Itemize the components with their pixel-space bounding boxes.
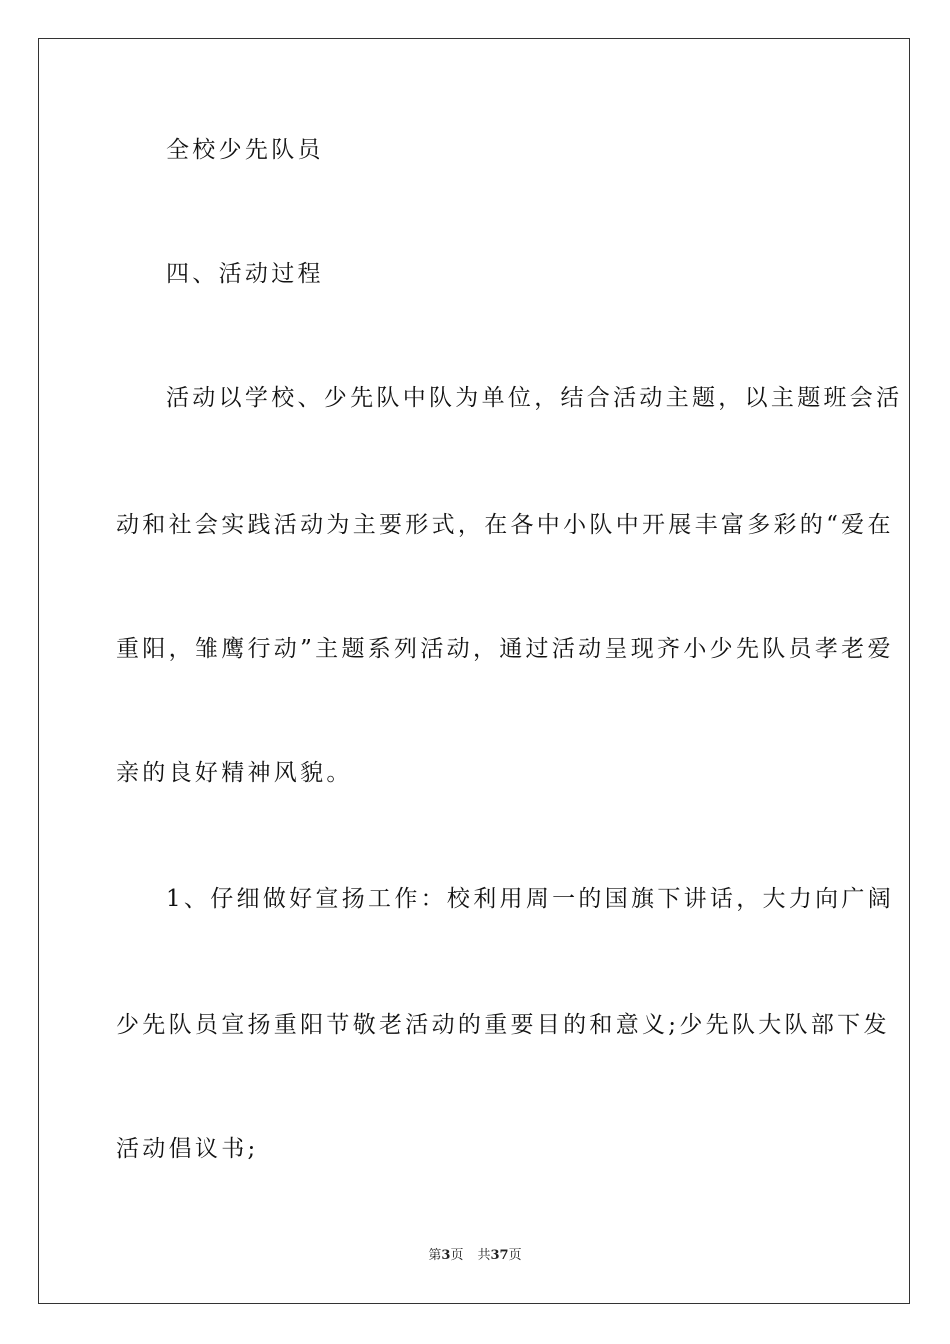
footer-total-prefix: 共 bbox=[477, 1248, 491, 1263]
section-heading-activity-process: 四、活动过程 bbox=[166, 261, 324, 287]
paragraph-line-1: 活动以学校、少先队中队为单位，结合活动主题，以主题班会活 bbox=[166, 385, 903, 411]
footer-total-suffix: 页 bbox=[508, 1248, 522, 1263]
footer-total-pages: 37 bbox=[490, 1248, 509, 1263]
paragraph-line-4: 亲的良好精神风貌。 bbox=[116, 760, 353, 786]
paragraph-line-2: 动和社会实践活动为主要形式，在各中小队中开展丰富多彩的“爱在 bbox=[116, 512, 894, 538]
list-item-1-line-3: 活动倡议书; bbox=[116, 1136, 259, 1162]
page-footer bbox=[0, 1248, 950, 1264]
list-item-1-line-1: 1、仔细做好宣扬工作：校利用周一的国旗下讲话，大力向广阔 bbox=[166, 886, 895, 912]
footer-page-number: 3 bbox=[441, 1248, 451, 1263]
footer-page-suffix: 页 bbox=[450, 1248, 464, 1263]
list-item-1-line-2: 少先队员宣扬重阳节敬老活动的重要目的和意义;少先队大队部下发 bbox=[116, 1012, 890, 1038]
page-border bbox=[38, 38, 910, 1304]
text-line-participants: 全校少先队员 bbox=[166, 137, 324, 163]
footer-page-prefix: 第 bbox=[428, 1248, 442, 1263]
paragraph-line-3: 重阳，雏鹰行动”主题系列活动，通过活动呈现齐小少先队员孝老爱 bbox=[116, 636, 894, 662]
